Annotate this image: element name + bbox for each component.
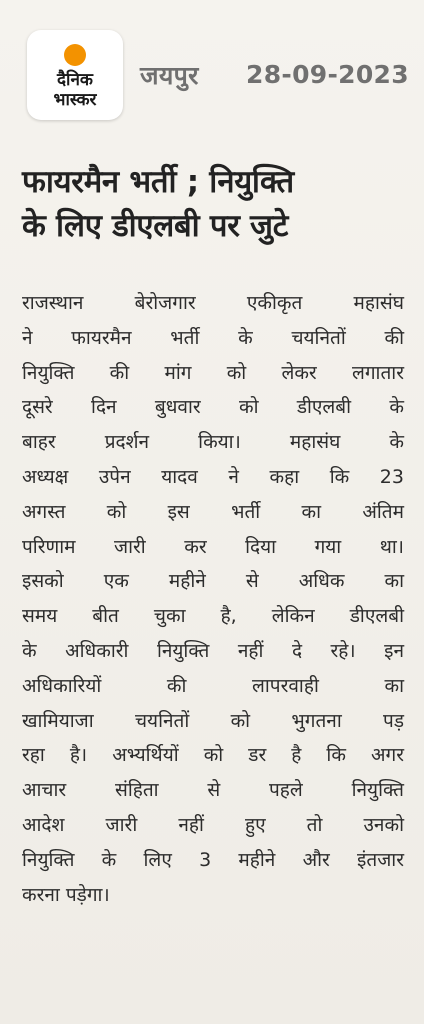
article-line: नियुक्ति की मांग को लेकर लगातार bbox=[22, 361, 404, 384]
headline bbox=[22, 160, 402, 248]
article-line: अगस्त को इस भर्ती का अंतिम bbox=[22, 500, 404, 523]
logo-text-line-1: दैनिक bbox=[57, 70, 93, 90]
article-line: दूसरे दिन बुधवार को डीएलबी के bbox=[22, 396, 404, 419]
article-line: नियुक्ति के लिए 3 महीने और इंतजार bbox=[22, 848, 404, 871]
article-line: खामियाजा चयनितों को भुगतना पड़ bbox=[22, 709, 404, 732]
sun-icon bbox=[64, 44, 86, 66]
article-line: आदेश जारी नहीं हुए तो उनको bbox=[22, 813, 404, 836]
edition-city: जयपुर bbox=[140, 61, 199, 90]
article-line: आचार संहिता से पहले नियुक्ति bbox=[22, 779, 404, 802]
headline-line: के लिए डीएलबी पर जुटे bbox=[22, 208, 289, 244]
article-line: समय बीत चुका है, लेकिन डीएलबी bbox=[22, 605, 404, 628]
article-line: करना पड़ेगा। bbox=[22, 883, 110, 906]
masthead bbox=[0, 0, 424, 138]
logo-text-line-2: भास्कर bbox=[53, 90, 97, 110]
article-line: अध्यक्ष उपेन यादव ने कहा कि 23 bbox=[22, 465, 404, 488]
dainik-bhaskar-logo bbox=[27, 30, 123, 120]
article-body bbox=[22, 286, 404, 912]
article-line: ने फायरमैन भर्ती के चयनितों की bbox=[22, 326, 404, 349]
article-line: के अधिकारी नियुक्ति नहीं दे रहे। इन bbox=[22, 639, 404, 662]
headline-line: फायरमैन भर्ती ; नियुक्ति bbox=[22, 164, 294, 200]
article-line: अधिकारियों की लापरवाही का bbox=[22, 674, 404, 697]
article-line: राजस्थान बेरोजगार एकीकृत महासंघ bbox=[22, 292, 404, 314]
edition-date: 28-09-2023 bbox=[246, 60, 409, 89]
article-line: परिणाम जारी कर दिया गया था। bbox=[22, 535, 404, 558]
article-line: रहा है। अभ्यर्थियों को डर है कि अगर bbox=[22, 744, 404, 767]
article-line: इसको एक महीने से अधिक का bbox=[22, 570, 404, 593]
article-line: बाहर प्रदर्शन किया। महासंघ के bbox=[22, 431, 404, 454]
